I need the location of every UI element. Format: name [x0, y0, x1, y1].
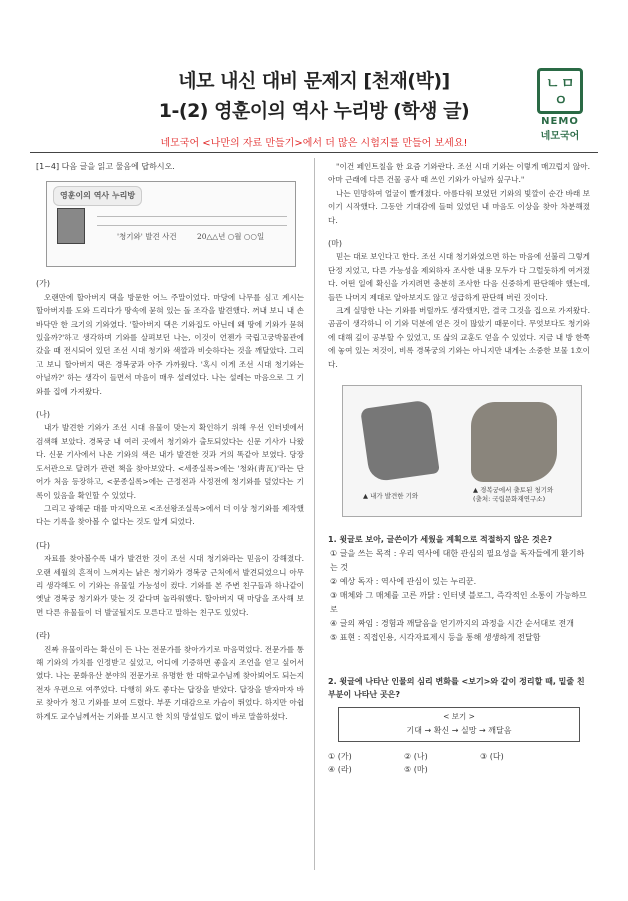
question-2-option: ① (가) [328, 752, 352, 762]
question-1-option: ⑤ 표현 : 직접인용, 시각자료제시 등을 통해 생생하게 전달함 [330, 632, 541, 642]
logo-mark-icon: ㄴ ㅁ ㅇ [537, 68, 583, 114]
post-tag: '청기와' 발견 사건 [117, 232, 177, 242]
post-date: 20△△년 ○월 ○○일 [197, 232, 265, 242]
found-tile-image [360, 400, 440, 483]
question-intro: [1~4] 다음 글을 읽고 물음에 답하시오. [36, 162, 175, 171]
question-1-option: ① 글을 쓰는 목적 : 우리 역사에 대한 관심의 필요성을 독자들에게 환기하는 것 [330, 548, 585, 572]
section-text: 진짜 유물이라는 확신이 든 나는 전문가를 찾아가기로 마음먹었다. 전문가를 통해 기와의 가치를 인정받고 싶었고, 어디에 기증하면 좋을지 조언을 얻고 싶어서였다. 나는 문화유산 분야의 전문가로 유명한 한 대학교수님께 찾아뵈어도 되는지 전자 우편으로 여쭈었다. 다행히 와도 좋다는 답장을 받았다. 답장을 받자마자 바로 찾아가 청고 기와를 보여 드렸다. 부푼 기대감으로 가슴이 뛰었다. 하지만 아쉽하게도 교수님께서는 기와를 보시고 한 치의 망설임도 없이 바로 말씀하셨다. [36, 644, 304, 721]
page-title-line1: 네모 내신 대비 문제지 [천재(박)] [178, 70, 450, 92]
passage-section [36, 502, 304, 529]
question-2-options [328, 750, 558, 776]
profile-photo [57, 208, 85, 244]
example-box-title: < 보기 > [443, 712, 475, 722]
section-text: 내가 발견한 기와가 조선 시대 유물이 맞는지 확인하기 위해 우선 인터넷에서 검색해 보았다. 경복궁 내 여러 곳에서 청기와가 출토되었다는 신문 기사가 나왔다. 신문 기사에서 나온 기와의 색은 내가 발견한 것과 거의 똑같아 보였다. 당장 도서관으로 달려가 관련 책을 찾아보았다. <세종실록>에는 '청와(靑瓦)'라는 단어가 처음 등장하고, <문종실록>에는 근정전과 사정전에 청기와를 덮었다는 기록이 있음을 확인할 수 있었다. [36, 423, 304, 500]
section-text: 믿는 대로 보인다고 한다. 조선 시대 청기와였으면 하는 마음에 선불리 그렇게 단정 지었고, 다른 가능성을 제외하자 조사한 내용 모두가 다 그럴듯하게 여겨졌다. 어떤 일에 확신을 가지려면 충분히 조사한 다음 신중하게 판단해야 했는데, 들뜬 나머지 제대로 알아보지도 않고 성급하게 판단해 버린 것이다. [328, 252, 590, 302]
header-divider [30, 152, 598, 153]
section-label: (나) [36, 410, 50, 420]
question-1-option: ③ 매체와 그 매체를 고른 까닭 : 인터넷 블로그, 즉각적인 소통이 가능하므로 [330, 590, 587, 614]
question-2 [328, 675, 590, 777]
question-2-option: ③ (다) [480, 752, 504, 762]
section-label: (가) [36, 279, 50, 289]
question-2-option: ④ (라) [328, 765, 352, 775]
passage-section [36, 277, 304, 398]
passage-section-ma [328, 237, 590, 371]
page-title-line2: 1-(2) 영훈이의 역사 누리방 (학생 글) [158, 100, 470, 122]
example-box-content: 기대 → 확신 → 실망 → 깨달음 [406, 725, 512, 735]
passage-sections [36, 277, 304, 723]
caption-2-line2: (출처: 국립문화재연구소) [473, 495, 546, 504]
section-text: 나는 민망하여 얼굴이 빨개졌다. 아름다워 보였던 기와의 빛깔이 순간 바래 보이기 시작했다. 그동안 기대감에 들떠 있었던 내 마음도 이상을 찾아 차분해졌다. [328, 188, 590, 225]
page-header [0, 0, 628, 160]
question-2-option: ⑤ (마) [404, 765, 428, 775]
example-box [338, 707, 580, 742]
passage-section [36, 408, 304, 502]
section-label: (라) [36, 631, 50, 641]
promo-subtitle: 네모국어 <나만의 자료 만들기>에서 더 많은 시험지를 만들어 보세요! [160, 138, 468, 149]
palace-tile-image [471, 402, 557, 482]
section-text: 자료를 찾아볼수록 내가 발견한 것이 조선 시대 청기와라는 믿음이 강해졌다. 오랜 세월의 흔적이 느껴지는 낡은 청기와가 경복궁 근처에서 발견되었으니 아무리 생각해도 이 기와는 유물일 가능성이 컸다. 기와를 본 주변 친구들과 하나같이 옛날 경복궁 청기와가 맞는 것 같다며 놀라워했다. 할아버지 댁 마당을 조사해 보면 다른 유물들이 더 발굴될지도 모른다고 말하는 친구도 있었다. [36, 554, 304, 617]
question-1-option: ② 예상 독자 : 역사에 관심이 있는 누리꾼. [330, 576, 477, 586]
question-2-text: 2. 윗글에 나타난 인물의 심리 변화를 <보기>와 같이 정리할 때, 밑줄 친 부분이 나타난 곳은? [328, 676, 585, 699]
figure-caption-1: ▲ 내가 발견한 기와 [363, 492, 419, 501]
passage-section [36, 539, 304, 619]
section-text: 그리고 광해군 대를 마지막으로 <조선왕조실록>에서 더 이상 청기와를 제작했다는 기록을 찾아볼 수 없다는 것도 알게 되었다. [36, 503, 304, 527]
section-text: 크게 실망한 나는 기와를 버릴까도 생각했지만, 결국 그것을 집으로 가져왔다. 곰곰이 생각하니 이 기와 덕분에 얻은 것이 많았기 때문이다. 무엇보다도 청기와에 대해 깊이 공부할 수 있었고, 또 삶의 교훈도 얻을 수 있었다. 지금 내 방 한쪽에 놓여 있는 저것이, 비록 경복궁의 기와는 아니지만 내게는 소중한 보물 1호이다. [328, 306, 590, 369]
question-1-option: ④ 글의 짜임 : 경험과 깨달음을 얻기까지의 과정을 시간 순서대로 전개 [330, 618, 574, 628]
blog-title: 영훈이의 역사 누리방 [53, 186, 142, 205]
post-bar [97, 216, 287, 226]
caption-2-line1: ▲ 경복궁에서 출토된 청기와 [473, 486, 554, 495]
logo-text-en: NEMO [541, 116, 579, 127]
right-column [328, 160, 590, 776]
column-divider [314, 158, 315, 870]
nemo-logo [527, 68, 593, 148]
tile-photo-figure [342, 385, 582, 517]
question-2-option: ② (나) [404, 752, 428, 762]
section-label: (마) [328, 239, 342, 249]
question-1-text: 1. 윗글로 보아, 글쓴이가 세웠을 계획으로 적절하지 않은 것은? [328, 535, 553, 545]
logo-text-kr: 네모국어 [540, 131, 580, 142]
passage-section [36, 629, 304, 723]
left-column [36, 160, 304, 723]
figure-caption-2 [473, 486, 553, 504]
question-1 [328, 533, 590, 644]
blog-card [46, 181, 296, 267]
section-text: "이건 페인트칠을 한 요즘 기와란다. 조선 시대 기와는 이렇게 매끄럽지 않아. 아마 근래에 다른 건물 공사 때 쓰인 기와가 아닐까 싶구나." [328, 162, 590, 185]
passage-continued [328, 160, 590, 227]
section-text: 오랜만에 할아버지 댁을 방문한 어느 주말이었다. 마당에 나무를 심고 계시는 할아버지를 도와 드리다가 땅속에 묻혀 있는 돌 조각을 발견했다. 꺼내 보니 내 손바닥만 한 크기의 기와였다. '할아버지 댁은 기와집도 아닌데 왜 땅에 기와가 묻혀 있을까?'하고 생각하며 기와를 살펴보던 나는, 이것이 언젠가 국립고궁박물관에 갔을 때 전시되어 있던 조선 시대 청기와 색깔과 비슷하다는 것을 깨달았다. 그리고 보니 할아버지 댁은 경복궁과 아주 가까웠다. '혹시 이게 조선 시대 청기와는 아닐까?' 하는 생각이 들면서 마음이 매우 설레었다. 나는 설레는 마음으로 그 기와를 집에 가져왔다. [36, 292, 304, 396]
section-label: (다) [36, 540, 50, 550]
